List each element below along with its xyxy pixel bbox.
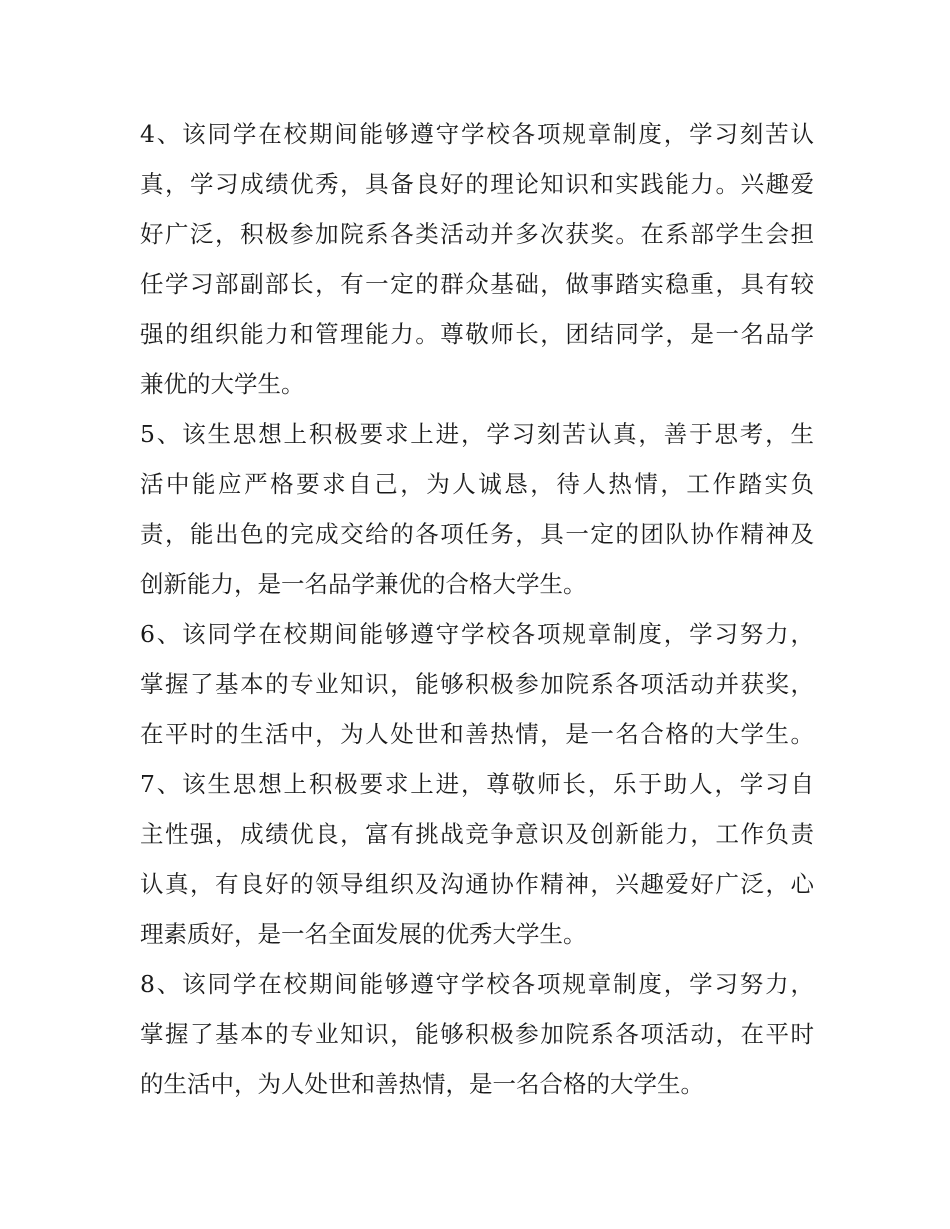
paragraph-line: 4、该同学在校期间能够遵守学校各项规章制度，学习刻苦认 <box>140 120 814 148</box>
paragraph-4 <box>140 109 814 409</box>
paragraph-line: 活中能应严格要求自己，为人诚恳，待人热情，工作踏实负 <box>140 470 814 498</box>
paragraph-line: 7、该生思想上积极要求上进，尊敬师长，乐于助人，学习自 <box>140 770 814 798</box>
paragraph-line: 掌握了基本的专业知识，能够积极参加院系各项活动，在平时 <box>140 1020 814 1048</box>
paragraph-line: 创新能力，是一名品学兼优的合格大学生。 <box>140 570 587 598</box>
paragraph-line: 任学习部副部长，有一定的群众基础，做事踏实稳重，具有较 <box>140 270 814 298</box>
paragraph-line: 真，学习成绩优秀，具备良好的理论知识和实践能力。兴趣爱 <box>140 170 814 198</box>
paragraph-line: 的生活中，为人处世和善热情，是一名合格的大学生。 <box>140 1070 704 1098</box>
paragraph-line: 8、该同学在校期间能够遵守学校各项规章制度，学习努力， <box>140 970 814 998</box>
paragraph-line: 在平时的生活中，为人处世和善热情，是一名合格的大学生。 <box>140 720 814 748</box>
paragraph-line: 主性强，成绩优良，富有挑战竞争意识及创新能力，工作负责 <box>140 820 814 848</box>
paragraph-7 <box>140 759 814 959</box>
paragraph-line: 认真，有良好的领导组织及沟通协作精神，兴趣爱好广泛，心 <box>140 870 814 898</box>
paragraph-line: 5、该生思想上积极要求上进，学习刻苦认真，善于思考，生 <box>140 420 814 448</box>
paragraph-line: 强的组织能力和管理能力。尊敬师长，团结同学，是一名品学 <box>140 320 814 348</box>
document-body <box>140 109 814 1109</box>
paragraph-line: 责，能出色的完成交给的各项任务，具一定的团队协作精神及 <box>140 520 814 548</box>
paragraph-line: 理素质好，是一名全面发展的优秀大学生。 <box>140 920 587 948</box>
paragraph-6 <box>140 609 814 759</box>
paragraph-line: 6、该同学在校期间能够遵守学校各项规章制度，学习努力， <box>140 620 814 648</box>
paragraph-8 <box>140 959 814 1109</box>
paragraph-line: 好广泛，积极参加院系各类活动并多次获奖。在系部学生会担 <box>140 220 814 248</box>
paragraph-5 <box>140 409 814 609</box>
paragraph-line: 掌握了基本的专业知识，能够积极参加院系各项活动并获奖， <box>140 670 814 698</box>
paragraph-line: 兼优的大学生。 <box>140 370 305 398</box>
